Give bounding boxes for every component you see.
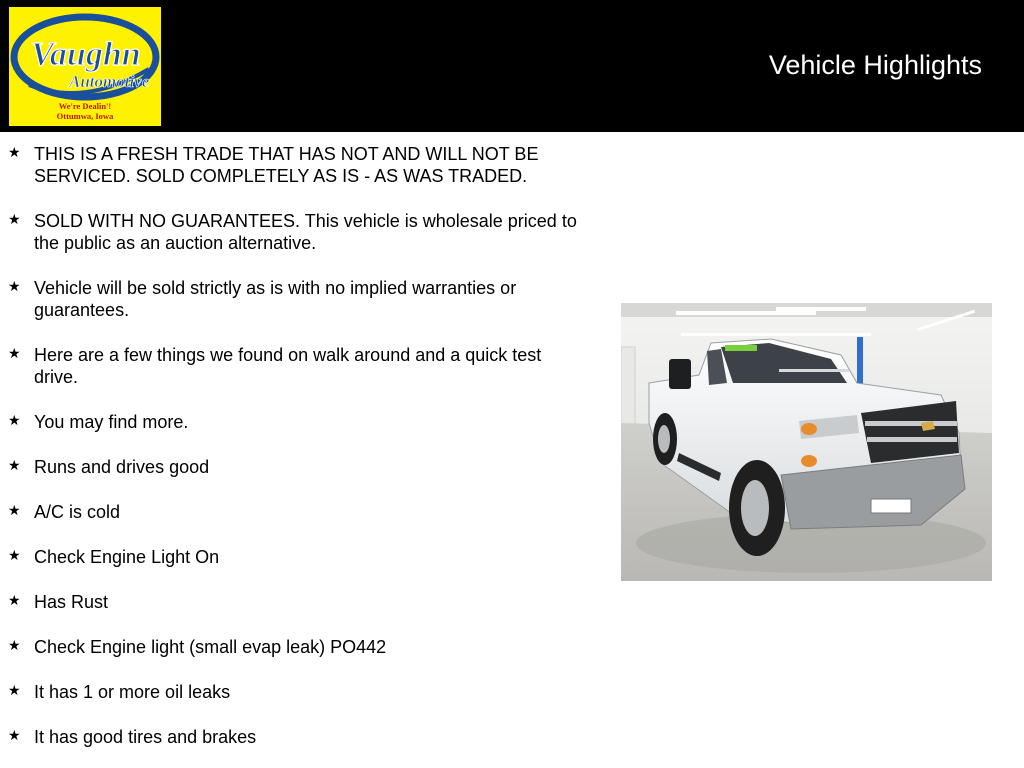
- highlight-text: Has Rust: [34, 592, 109, 612]
- list-item: [8, 591, 588, 613]
- svg-text:Vaughn: Vaughn: [31, 36, 141, 73]
- list-item: [8, 277, 588, 321]
- star-icon: ★: [8, 638, 21, 654]
- list-item: [8, 636, 588, 658]
- list-item: [8, 210, 588, 254]
- pickup-truck-image: [621, 303, 992, 581]
- star-icon: ★: [8, 503, 21, 519]
- list-item: [8, 681, 588, 703]
- highlight-text: A/C is cold: [34, 502, 121, 522]
- page-title: Vehicle Highlights: [768, 50, 982, 80]
- highlights-list: [8, 143, 588, 768]
- header-bar: [0, 0, 1024, 132]
- highlight-text: You may find more.: [34, 412, 189, 432]
- star-icon: ★: [8, 145, 21, 161]
- highlight-text: It has good tires and brakes: [34, 727, 257, 747]
- star-icon: ★: [8, 593, 21, 609]
- highlight-text: Vehicle will be sold strictly as is with no implied warranties or guarantees.: [34, 278, 517, 320]
- dealer-logo: [9, 7, 161, 126]
- list-item: [8, 546, 588, 568]
- highlight-text: It has 1 or more oil leaks: [34, 682, 231, 702]
- star-icon: ★: [8, 346, 21, 362]
- list-item: [8, 726, 588, 748]
- highlight-text: Check Engine Light On: [34, 547, 220, 567]
- star-icon: ★: [8, 279, 21, 295]
- highlight-text: THIS IS A FRESH TRADE THAT HAS NOT AND WILL NOT BE SERVICED. SOLD COMPLETELY AS IS - AS WAS TRADED.: [34, 144, 539, 186]
- logo-tagline: We're Dealin'!: [58, 101, 112, 111]
- svg-text:Automotive: Automotive: [69, 72, 150, 91]
- vehicle-photo: [621, 303, 992, 581]
- highlight-text: Runs and drives good: [34, 457, 210, 477]
- list-item: [8, 143, 588, 187]
- highlight-text: SOLD WITH NO GUARANTEES. This vehicle is wholesale priced to the public as an auction alternative.: [34, 211, 577, 253]
- highlight-text: Here are a few things we found on walk around and a quick test drive.: [34, 345, 542, 387]
- star-icon: ★: [8, 212, 21, 228]
- logo-location: Ottumwa, Iowa: [56, 111, 114, 121]
- list-item: [8, 411, 588, 433]
- highlight-text: Check Engine light (small evap leak) PO442: [34, 637, 387, 657]
- star-icon: ★: [8, 728, 21, 744]
- list-item: [8, 501, 588, 523]
- list-item: [8, 456, 588, 478]
- star-icon: ★: [8, 413, 21, 429]
- list-item: [8, 344, 588, 388]
- star-icon: ★: [8, 458, 21, 474]
- star-icon: ★: [8, 683, 21, 699]
- star-icon: ★: [8, 548, 21, 564]
